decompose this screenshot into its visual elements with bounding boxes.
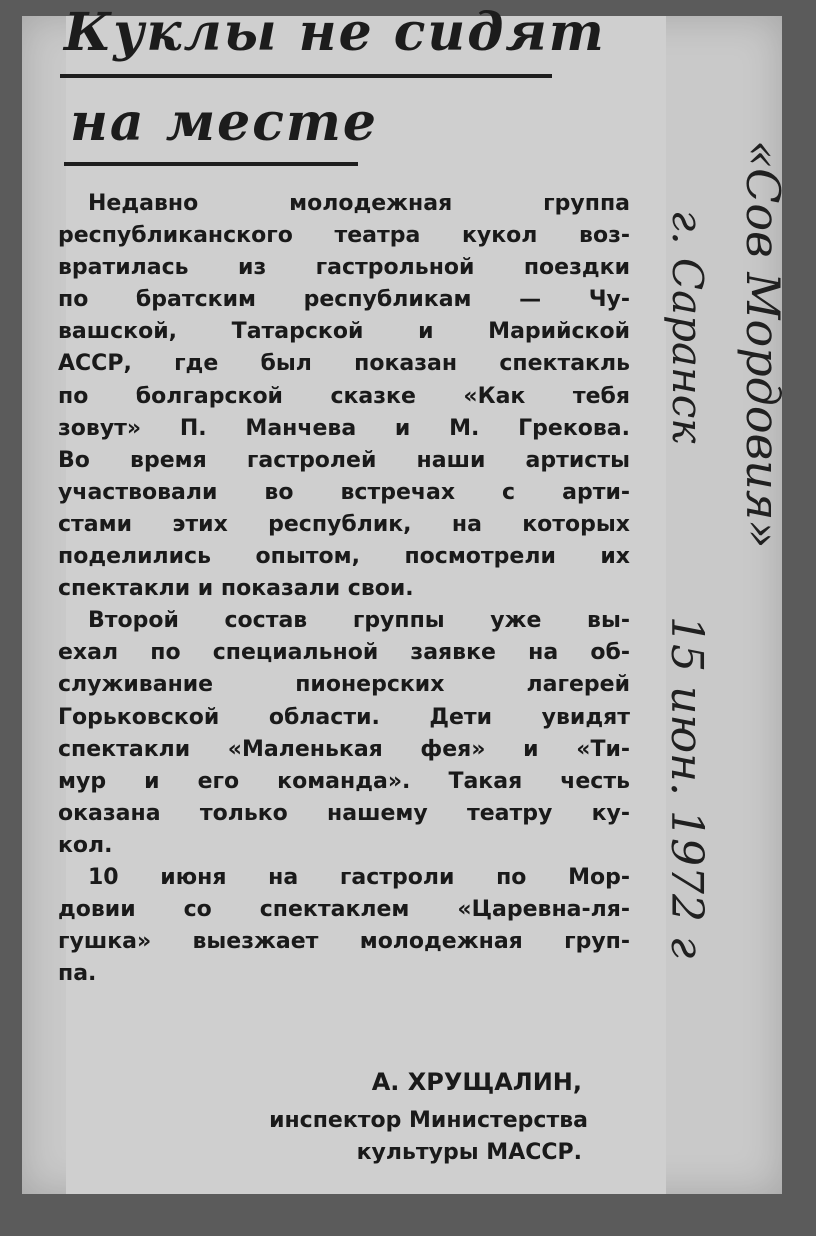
- author-name: А. ХРУЩАЛИН,: [371, 1068, 582, 1096]
- text-line: зовут» П. Манчева и М. Грекова.: [58, 415, 630, 441]
- text-line: па.: [58, 961, 97, 987]
- handwritten-date: 15 июн. 1972 г: [661, 616, 712, 959]
- text-line: оказана только нашему театру ку-: [58, 800, 630, 826]
- text-line: участвовали во встречах с арти-: [58, 479, 630, 505]
- text-line: Горьковской области. Дети увидят: [58, 704, 630, 730]
- text-line: вратилась из гастрольной поездки: [58, 255, 630, 281]
- text-line: по братским республикам — Чу-: [58, 287, 630, 313]
- paragraph-1: [58, 188, 630, 605]
- text-line: Недавно молодежная группа: [88, 191, 630, 216]
- text-line: кол.: [58, 832, 113, 858]
- text-line: спектакли «Маленькая фея» и «Ти-: [58, 736, 630, 762]
- headline-line-1: Куклы не сидят: [64, 2, 606, 63]
- text-line: по болгарской сказке «Как тебя: [58, 383, 630, 409]
- author-position-line-2: культуры МАССР.: [356, 1140, 582, 1165]
- text-line: довии со спектаклем «Царевна-ля-: [58, 897, 630, 923]
- text-line: Во время гастролей наши артисты: [58, 447, 630, 473]
- article-body: [58, 188, 630, 990]
- text-line: Второй состав группы уже вы-: [88, 608, 630, 634]
- headline-line-2: на месте: [70, 92, 378, 153]
- paragraph-3: [58, 862, 630, 990]
- headline-rule-2: [64, 162, 358, 166]
- text-line: мур и его команда». Такая честь: [58, 768, 630, 794]
- text-line: служивание пионерских лагерей: [58, 672, 630, 698]
- author-position-line-1: инспектор Министерства: [269, 1108, 588, 1133]
- paragraph-2: [58, 605, 630, 862]
- text-line: стами этих республик, на которых: [58, 511, 630, 537]
- handwritten-city: г. Саранск: [663, 210, 712, 444]
- text-line: ехал по специальной заявке на об-: [58, 640, 630, 666]
- text-line: 10 июня на гастроли по Мор-: [88, 864, 630, 890]
- headline-rule-1: [60, 74, 552, 78]
- text-line: поделились опытом, посмотрели их: [58, 544, 630, 570]
- text-line: АССР, где был показан спектакль: [58, 351, 630, 377]
- text-line: вашской, Татарской и Марийской: [58, 319, 630, 345]
- text-line: спектакли и показали свои.: [58, 576, 414, 602]
- text-line: гушка» выезжает молодежная груп-: [58, 929, 630, 955]
- handwritten-newspaper-name: «Сов Мордовия»: [736, 140, 790, 549]
- text-line: республиканского театра кукол воз-: [58, 223, 630, 249]
